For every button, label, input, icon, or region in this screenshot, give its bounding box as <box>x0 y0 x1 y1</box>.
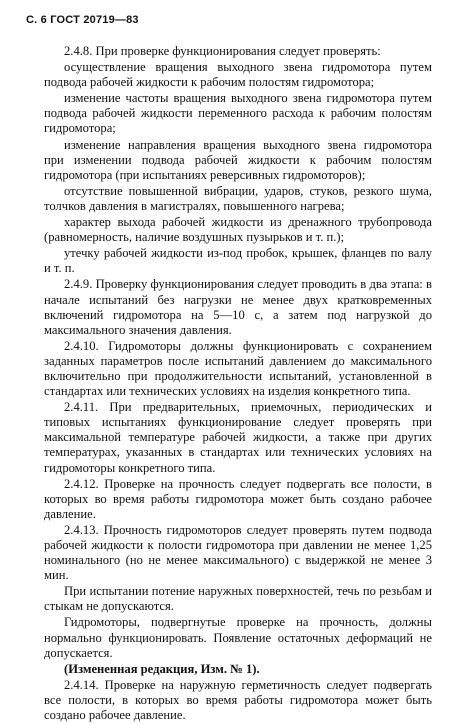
list-item-direction-change: изменение направления вращения выходного звена гидромотора при изменении подвода рабочей жидкости к рабочим полостям гидромотора (при испытаниях реверсивных гидромоторов); <box>44 137 432 182</box>
list-item-frequency-change: изменение частоты вращения выходного звена гидромотора путем подвода рабочей жидкости переменного расхода к рабочим полостям гидромотора; <box>44 91 432 136</box>
clause-2-4-13: 2.4.13. Прочность гидромоторов следует проверять путем подвода рабочей жидкости к полости гидромотора при давлении не менее 1,25 номинального (но не менее максимального) с выдержкой не менее 3 мин. <box>44 522 432 583</box>
clause-2-4-12: 2.4.12. Проверке на прочность следует подвергать все полости, в которых во время работы гидромотора может быть создано рабочее давление. <box>44 476 432 521</box>
page-header: С. 6 ГОСТ 20719—83 <box>26 14 139 26</box>
list-item-no-vibration: отсутствие повышенной вибрации, ударов, стуков, резкого шума, толчков давления в магистралях, повышенного нагрева; <box>44 183 432 213</box>
list-item-rotation: осуществление вращения выходного звена гидромотора путем подвода рабочей жидкости к рабочим полостям гидромотора; <box>44 60 432 90</box>
clause-2-4-11: 2.4.11. При предварительных, приемочных, периодических и типовых испытаниях функционирование следует проверять при максимальной температуре рабочей жидкости, а также при других температурах, указанных в стандартах или технических условиях на гидромоторы конкретного типа. <box>44 400 432 475</box>
clause-2-4-10: 2.4.10. Гидромоторы должны функционировать с сохранением заданных параметров после испытаний давлением до максимального включительно при продолжительности испытаний, установленной в стандартах или технических условиях на изделия конкретного типа. <box>44 338 432 399</box>
document-body <box>44 44 432 724</box>
clause-2-4-14: 2.4.14. Проверке на наружную герметичность следует подвергать все полости, в которых во время работы гидромотора может быть создано рабочее давление. <box>44 677 432 723</box>
note-no-sweating: При испытании потение наружных поверхностей, течь по резьбам и стыкам не допускаются. <box>44 584 432 614</box>
clause-2-4-9: 2.4.9. Проверку функционирования следует проводить в два этапа: в начале испытаний без нагрузки не менее двух кратковременных включений гидромотора на 5—10 с, а затем под нагрузкой до максимального значения давления. <box>44 277 432 337</box>
note-normal-function: Гидромоторы, подвергнутые проверке на прочность, должны нормально функционировать. Появление остаточных деформаций не допускается. <box>44 615 432 660</box>
amendment-note: (Измененная редакция, Изм. № 1). <box>64 661 260 676</box>
clause-2-4-8-heading: 2.4.8. При проверке функционирования следует проверять: <box>64 44 381 58</box>
list-item-drain-flow: характер выхода рабочей жидкости из дренажного трубопровода (равномерность, наличие воздушных пузырьков и т. п.); <box>44 215 432 245</box>
list-item-leakage: утечку рабочей жидкости из-под пробок, крышек, фланцев по валу и т. п. <box>44 246 432 276</box>
